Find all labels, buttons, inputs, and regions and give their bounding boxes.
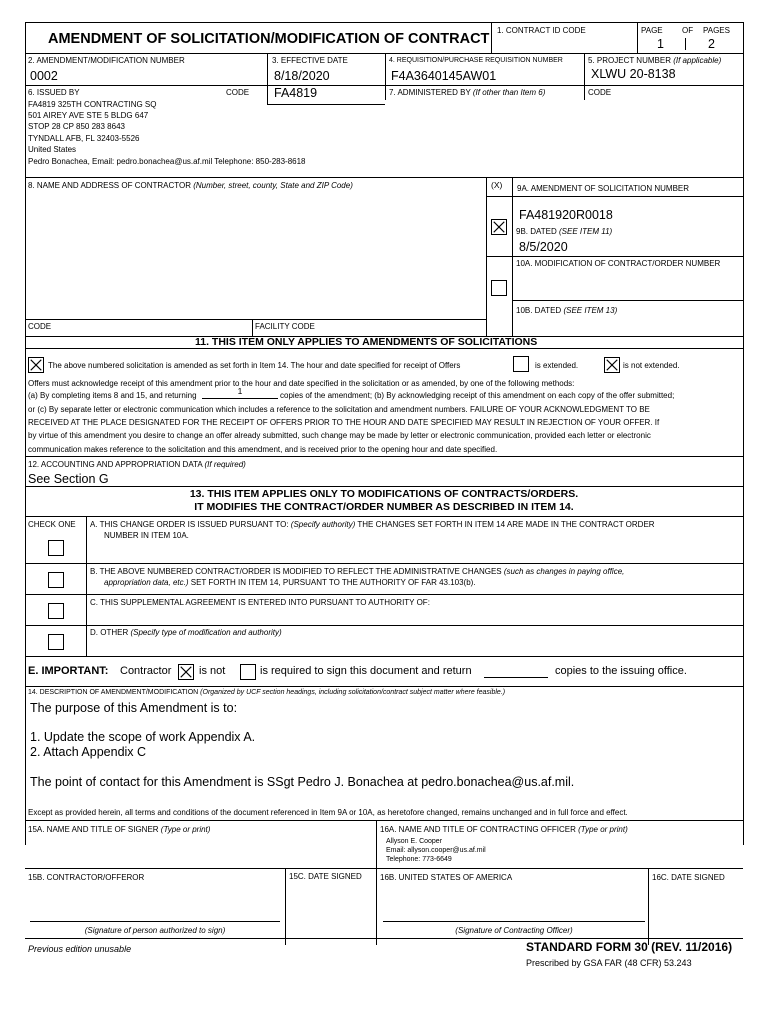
section-11-line-7: communication makes reference to the solicitation and this amendment, and is received prior to the opening hour and date specified.	[28, 445, 498, 454]
divider	[267, 104, 385, 105]
option-b-text: B. THE ABOVE NUMBERED CONTRACT/ORDER IS MODIFIED TO REFLECT THE ADMINISTRATIVE CHANGES	[90, 567, 502, 576]
officer-label-text: 16A. NAME AND TITLE OF CONTRACTING OFFICER	[380, 825, 576, 834]
checkmark-x-icon	[492, 220, 506, 234]
section-11-line-4: or (c) By separate letter or electronic communication which includes a reference to the solicitation and amendment numbers. FAILURE OF YOUR ACKNOWLEDGMENT TO BE	[28, 405, 650, 414]
divider	[486, 256, 743, 257]
description-line-2: 1. Update the scope of work Appendix A.	[30, 730, 256, 744]
checkmark-x-icon	[605, 358, 619, 372]
divider	[25, 938, 743, 939]
option-d-text: D. OTHER	[90, 628, 129, 637]
section-11-line-1: The above numbered solicitation is amended as set forth in Item 14. The hour and date specified for receipt of Offers	[48, 361, 461, 370]
officer-signature-caption: (Signature of Contracting Officer)	[455, 926, 573, 935]
contract-id-label: 1. CONTRACT ID CODE	[497, 26, 586, 35]
contractor-label-text: 8. NAME AND ADDRESS OF CONTRACTOR	[28, 181, 191, 190]
date-signed-16c-label: 16C. DATE SIGNED	[652, 873, 725, 882]
description-label	[28, 689, 505, 697]
page-label: PAGE	[641, 26, 663, 35]
standard-form-label: STANDARD FORM 30 (REV. 11/2016)	[526, 940, 733, 954]
project-number-label	[588, 56, 721, 65]
project-label-text: 5. PROJECT NUMBER	[588, 56, 671, 65]
divider	[486, 196, 743, 197]
amendment-number-label: 2. AMENDMENT/MODIFICATION NUMBER	[28, 56, 185, 65]
check-one-label: CHECK ONE	[28, 520, 76, 529]
divider	[25, 85, 743, 86]
option-b-checkbox[interactable]	[48, 572, 64, 588]
administered-by-label	[389, 88, 545, 97]
divider	[252, 319, 253, 336]
section-11-line-5: RECEIVED AT THE PLACE DESIGNATED FOR THE RECEIPT OF OFFERS PRIOR TO THE HOUR AND DATE SPECIFIED MAY RESULT IN REJECTION OF YOUR OFFER. If	[28, 418, 660, 427]
issuer-address-1: FA4819 325TH CONTRACTING SQ	[28, 100, 157, 109]
united-states-label: 16B. UNITED STATES OF AMERICA	[380, 873, 513, 882]
x-column-label: (X)	[491, 180, 503, 190]
accounting-label-note: (If required)	[204, 460, 246, 469]
page-value: 1	[657, 37, 664, 51]
officer-phone: Telephone: 773-6649	[386, 856, 452, 863]
section-13-heading-1: 13. THIS ITEM APPLIES ONLY TO MODIFICATIONS OF CONTRACTS/ORDERS.	[189, 488, 579, 500]
description-line-1: The purpose of this Amendment is to:	[30, 701, 238, 715]
divider	[86, 516, 87, 656]
amendment-solicitation-label: 9A. AMENDMENT OF SOLICITATION NUMBER	[517, 184, 690, 193]
divider	[25, 319, 486, 320]
option-c-line: C. THIS SUPPLEMENTAL AGREEMENT IS ENTERED INTO PURSUANT TO AUTHORITY OF:	[90, 598, 430, 607]
copies-returned-value: 1	[237, 386, 243, 396]
officer-email: Email: allyson.cooper@us.af.mil	[386, 847, 486, 854]
is-required-label: is required to sign this document and return	[260, 665, 472, 677]
divider	[25, 820, 743, 821]
option-a-text: A. THIS CHANGE ORDER IS ISSUED PURSUANT TO:	[90, 520, 289, 529]
issuer-code-value: FA4819	[274, 86, 318, 100]
not-extended-label: is not extended.	[623, 361, 680, 370]
facility-code-label: FACILITY CODE	[255, 322, 315, 331]
divider	[25, 625, 743, 626]
option-c-checkbox[interactable]	[48, 603, 64, 619]
contractor-signature-line[interactable]	[30, 921, 280, 922]
option-a-line-1	[90, 520, 655, 529]
form-left-border	[25, 22, 26, 845]
divider	[25, 53, 743, 54]
copies-issuing-label: copies to the issuing office.	[555, 665, 687, 677]
effective-date-label: 3. EFFECTIVE DATE	[272, 56, 348, 65]
divider	[376, 820, 377, 945]
divider	[25, 516, 743, 517]
issuer-address-4: TYNDALL AFB, FL 32403-5526	[28, 134, 140, 143]
item-10-checkbox[interactable]	[491, 280, 507, 296]
signer-label-text: 15A. NAME AND TITLE OF SIGNER	[28, 825, 159, 834]
admin-code-label: CODE	[588, 88, 612, 97]
divider	[685, 38, 686, 50]
divider	[385, 53, 386, 100]
checkmark-x-icon	[29, 358, 43, 372]
option-d-note: (Specify type of modification and authority)	[130, 628, 282, 637]
amendment-number-value: 0002	[30, 69, 58, 83]
dated-10b-label	[516, 306, 617, 315]
divider	[25, 177, 743, 178]
accounting-label-text: 12. ACCOUNTING AND APPROPRIATION DATA	[28, 460, 203, 469]
divider	[267, 85, 268, 104]
divider	[267, 53, 268, 85]
option-b-note: (such as changes in paying office,	[503, 567, 625, 576]
issued-by-label: 6. ISSUED BY	[28, 88, 80, 97]
modification-contract-label: 10A. MODIFICATION OF CONTRACT/ORDER NUMBER	[516, 259, 721, 268]
contractor-label-note: (Number, street, county, State and ZIP Code)	[193, 181, 353, 190]
option-a-note: (Specify authority)	[290, 520, 356, 529]
accounting-label	[28, 460, 246, 469]
divider	[25, 486, 743, 487]
option-b-note-2: appropriation data, etc.)	[104, 578, 189, 587]
contractor-offeror-label: 15B. CONTRACTOR/OFFEROR	[28, 873, 145, 882]
divider	[648, 868, 649, 945]
date-signed-15c-label: 15C. DATE SIGNED	[289, 872, 362, 881]
divider	[25, 456, 743, 457]
accounting-value: See Section G	[28, 472, 109, 486]
dated-9b-text: 9B. DATED	[516, 227, 557, 236]
checkmark-x-icon	[179, 665, 193, 679]
issuer-address-3: STOP 28 CP 850 283 8643	[28, 122, 125, 131]
option-a-line-2: NUMBER IN ITEM 10A.	[104, 531, 189, 540]
section-11-line-3b: copies of the amendment; (b) By acknowledging receipt of this amendment on each copy of the offer submitted;	[280, 391, 675, 400]
divider	[25, 563, 743, 564]
is-not-label: is not	[199, 665, 226, 677]
copies-blank[interactable]	[484, 677, 548, 678]
section-11-line-3a: (a) By completing items 8 and 15, and returning	[28, 391, 197, 400]
requisition-label: 4. REQUISITION/PURCHASE REQUISITION NUMBER	[389, 57, 563, 64]
option-d-line	[90, 628, 282, 637]
of-label: OF	[682, 26, 694, 35]
form-right-border	[743, 22, 744, 845]
form-title: AMENDMENT OF SOLICITATION/MODIFICATION OF CONTRACT	[48, 31, 490, 47]
solicitation-number-value: FA481920R0018	[519, 208, 613, 222]
pages-label: PAGES	[703, 26, 730, 35]
contractor-code-label: CODE	[28, 322, 52, 331]
form-top-border	[25, 22, 743, 23]
dated-9b-label	[516, 227, 612, 236]
divider	[25, 656, 743, 657]
is-extended-checkbox[interactable]	[513, 356, 529, 372]
divider	[25, 348, 743, 349]
section-11-heading: 11. THIS ITEM ONLY APPLIES TO AMENDMENTS OF SOLICITATIONS	[195, 336, 538, 348]
contractor-signature-caption: (Signature of person authorized to sign)	[84, 926, 226, 935]
admin-label-text: 7. ADMINISTERED BY	[389, 88, 471, 97]
officer-label-note: (Type or print)	[578, 825, 628, 834]
option-b-text-2: SET FORTH IN ITEM 14, PURSUANT TO THE AUTHORITY OF FAR 43.103(b).	[190, 578, 476, 587]
solicitation-amended-checkbox[interactable]	[28, 357, 44, 373]
option-b-line-1	[90, 567, 624, 576]
section-13-heading-2: IT MODIFIES THE CONTRACT/ORDER NUMBER AS DESCRIBED IN ITEM 14.	[194, 501, 574, 513]
is-extended-label: is extended.	[535, 361, 579, 370]
divider	[25, 686, 743, 687]
description-label-text: 14. DESCRIPTION OF AMENDMENT/MODIFICATION	[28, 689, 199, 696]
item-9-checkbox[interactable]	[491, 219, 507, 235]
except-statement: Except as provided herein, all terms and conditions of the document referenced in Item 9A or 10A, as heretofore changed, remains unchanged and in full force and effect.	[28, 808, 628, 817]
dated-10b-text: 10B. DATED	[516, 306, 562, 315]
dated-9b-value: 8/5/2020	[519, 240, 568, 254]
divider	[637, 22, 638, 53]
divider	[285, 868, 286, 945]
dated-9b-note: (SEE ITEM 11)	[558, 227, 613, 236]
copies-underline	[202, 398, 278, 399]
contractor-label	[28, 181, 353, 190]
section-11-line-2: Offers must acknowledge receipt of this amendment prior to the hour and date specified in the solicitation or as amended, by one of the following methods:	[28, 379, 575, 388]
section-11-line-6: by virtue of this amendment you desire to change an offer already submitted, such change may be made by letter or electronic communication, provided each letter or electronic	[28, 431, 651, 440]
not-extended-checkbox[interactable]	[604, 357, 620, 373]
divider	[512, 300, 743, 301]
signer-label-note: (Type or print)	[160, 825, 211, 834]
important-contractor: Contractor	[120, 665, 172, 677]
issuer-contact: Pedro Bonachea, Email: pedro.bonachea@us.af.mil Telephone: 850-283-8618	[28, 157, 306, 166]
issuer-address-2: 501 AIREY AVE STE 5 BLDG 647	[28, 111, 149, 120]
is-required-checkbox[interactable]	[240, 664, 256, 680]
requisition-value: F4A3640145AW01	[391, 69, 497, 83]
previous-edition-note: Previous edition unusable	[28, 944, 132, 954]
admin-label-note: (If other than Item 6)	[472, 88, 546, 97]
divider	[25, 868, 743, 869]
divider	[25, 594, 743, 595]
important-label: E. IMPORTANT:	[28, 665, 109, 677]
divider	[491, 22, 492, 53]
description-label-note: (Organized by UCF section headings, including solicitation/contract subject matter where feasible.)	[200, 689, 506, 696]
effective-date-value: 8/18/2020	[274, 69, 330, 83]
project-label-note: (If applicable)	[673, 56, 722, 65]
officer-signature-line[interactable]	[383, 921, 645, 922]
issuer-address-5: United States	[28, 145, 77, 154]
project-number-value: XLWU 20-8138	[591, 67, 676, 81]
pages-value: 2	[708, 37, 715, 51]
divider	[584, 53, 585, 100]
officer-name: Allyson E. Cooper	[386, 838, 443, 845]
code-label: CODE	[226, 88, 250, 97]
dated-10b-note: (SEE ITEM 13)	[563, 306, 618, 315]
signer-label	[28, 825, 210, 834]
description-line-4: The point of contact for this Amendment is SSgt Pedro J. Bonachea at pedro.bonachea@us.af.mil.	[30, 775, 575, 789]
option-a-text-b: THE CHANGES SET FORTH IN ITEM 14 ARE MADE IN THE CONTRACT ORDER	[357, 520, 655, 529]
prescribed-by-label: Prescribed by GSA FAR (48 CFR) 53.243	[526, 958, 692, 968]
option-b-line-2	[104, 578, 476, 587]
description-line-3: 2. Attach Appendix C	[30, 745, 147, 759]
contracting-officer-label	[380, 825, 628, 834]
is-not-required-checkbox[interactable]	[178, 664, 194, 680]
option-d-checkbox[interactable]	[48, 634, 64, 650]
option-a-checkbox[interactable]	[48, 540, 64, 556]
